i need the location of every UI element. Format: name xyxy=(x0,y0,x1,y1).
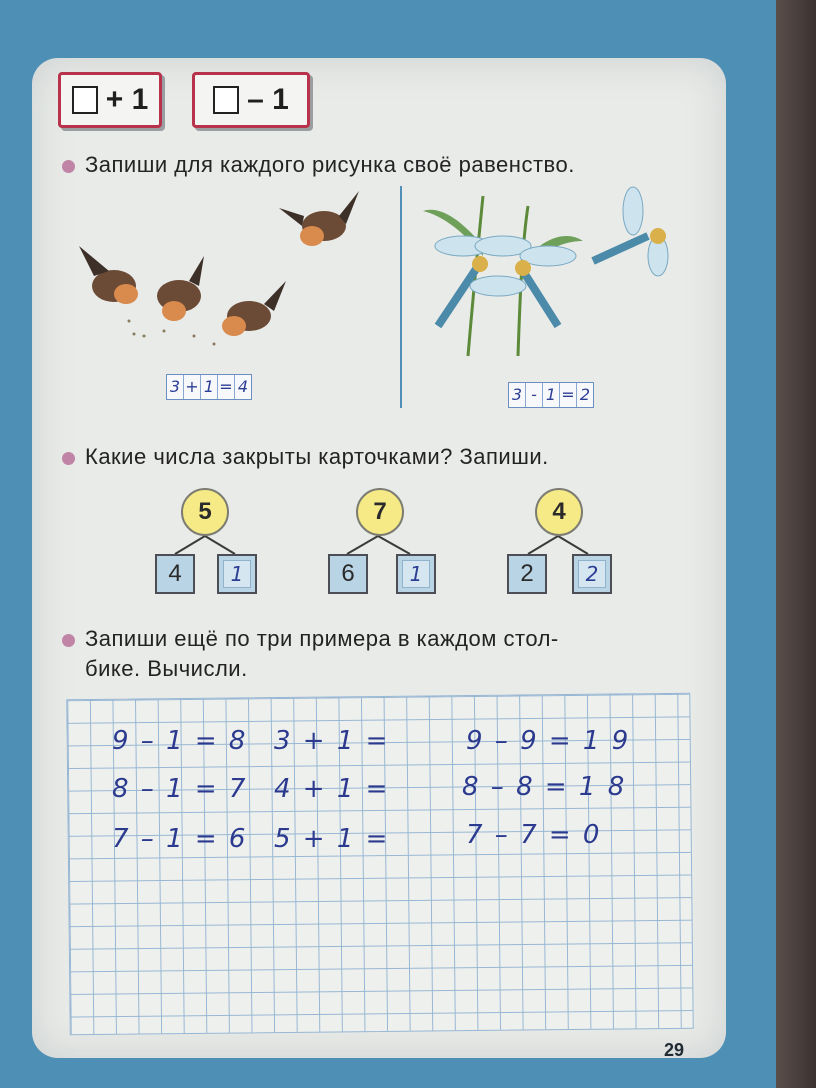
right-equation-box: 3 - 1 = 2 xyxy=(508,382,594,408)
hidden-answer: 1 xyxy=(223,560,251,588)
handwritten-example: 8 – 8 = 1 8 xyxy=(462,772,627,802)
shown-number-card: 2 xyxy=(507,554,547,594)
page-number: 29 xyxy=(664,1040,685,1060)
handwritten-example: 5 + 1 = xyxy=(274,824,390,854)
hidden-number-card xyxy=(217,554,257,594)
hidden-answer: 1 xyxy=(402,560,430,588)
handwritten-example: 3 + 1 = xyxy=(274,726,390,756)
handwritten-example: 4 + 1 = xyxy=(274,774,390,804)
shown-number-card: 4 xyxy=(155,554,195,594)
hidden-number-card xyxy=(396,554,436,594)
total-circle: 7 xyxy=(356,488,404,536)
task2-instruction: Какие числа закрыты карточками? Запиши. xyxy=(62,442,549,472)
hidden-number-card xyxy=(572,554,612,594)
shown-number-card: 6 xyxy=(328,554,368,594)
hidden-answer: 2 xyxy=(578,560,606,588)
task1-instruction: Запиши для каждого рисунка своё равенство. xyxy=(62,150,575,180)
total-circle: 4 xyxy=(535,488,583,536)
plus-one-label: + 1 xyxy=(105,83,149,116)
handwritten-example: 9 – 1 = 8 xyxy=(112,726,248,756)
bullet-icon xyxy=(62,634,75,647)
total-circle: 5 xyxy=(181,488,229,536)
handwritten-example: 7 – 1 = 6 xyxy=(112,824,248,854)
minus-one-label: – 1 xyxy=(247,83,289,116)
handwritten-example: 8 – 1 = 7 xyxy=(112,774,248,804)
left-equation-box: 3 + 1 = 4 xyxy=(166,374,252,400)
handwritten-example: 7 – 7 = 0 xyxy=(466,820,602,850)
task3-instruction: Запиши ещё по три примера в каждом стол- бике. Вычисли. xyxy=(62,624,559,684)
handwritten-example: 9 – 9 = 1 9 xyxy=(466,726,631,756)
